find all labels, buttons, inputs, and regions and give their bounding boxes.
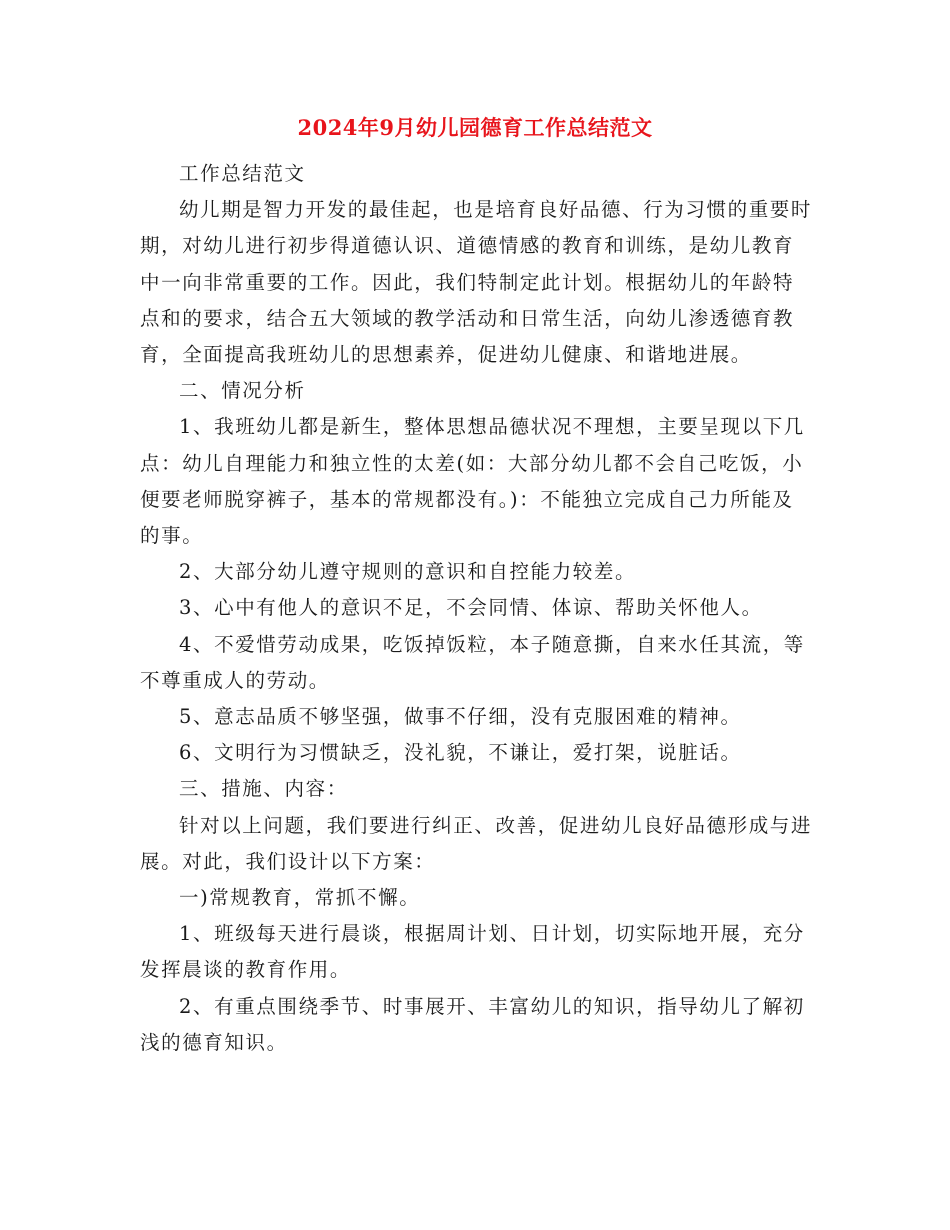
paragraph-item-3: 3、心中有他人的意识不足，不会同情、体谅、帮助关怀他人。 (179, 596, 763, 620)
document-body (140, 156, 812, 1061)
paragraph-measures-intro: 针对以上问题，我们要进行纠正、改善，促进幼儿良好品德形成与进展。对此，我们设计以下方案： (140, 813, 813, 873)
subsection-heading-routine: 一)常规教育，常抓不懈。 (179, 886, 421, 910)
paragraph-intro: 幼儿期是智力开发的最佳起，也是培育良好品德、行为习惯的重要时期，对幼儿进行初步得道德认识、道德情感的教育和训练，是幼儿教育中一向非常重要的工作。因此，我们特制定此计划。根据幼儿的年龄特点和的要求，结合五大领域的教学活动和日常生活，向幼儿渗透德育教育，全面提高我班幼儿的思想素养，促进幼儿健康、和谐地进展。 (140, 198, 813, 367)
paragraph-subtitle: 工作总结范文 (179, 162, 306, 185)
paragraph-routine-2: 2、有重点围绕季节、时事展开、丰富幼儿的知识，指导幼儿了解初浅的德育知识。 (140, 994, 805, 1054)
section-heading-situation: 二、情况分析 (179, 379, 306, 403)
paragraph-item-6: 6、文明行为习惯缺乏，没礼貌，不谦让，爱打架，说脏话。 (179, 741, 742, 765)
paragraph-item-4: 4、不爱惜劳动成果，吃饭掉饭粒，本子随意撕，自来水任其流，等不尊重成人的劳动。 (140, 632, 805, 692)
paragraph-routine-1: 1、班级每天进行晨谈，根据周计划、日计划，切实际地开展，充分发挥晨谈的教育作用。 (140, 922, 805, 982)
section-heading-measures: 三、措施、内容： (179, 777, 348, 801)
document-title: 2024年9月幼儿园德育工作总结范文 (297, 115, 653, 140)
paragraph-item-1: 1、我班幼儿都是新生，整体思想品德状况不理想，主要呈现以下几点：幼儿自理能力和独立性的太差(如：大部分幼儿都不会自己吃饭，小便要老师脱穿裤子，基本的常规都没有。)：不能独立完成自己力所能及的事。 (140, 415, 805, 548)
paragraph-item-5: 5、意志品质不够坚强，做事不仔细，没有克服困难的精神。 (179, 705, 742, 729)
paragraph-item-2: 2、大部分幼儿遵守规则的意识和自控能力较差。 (179, 560, 637, 584)
